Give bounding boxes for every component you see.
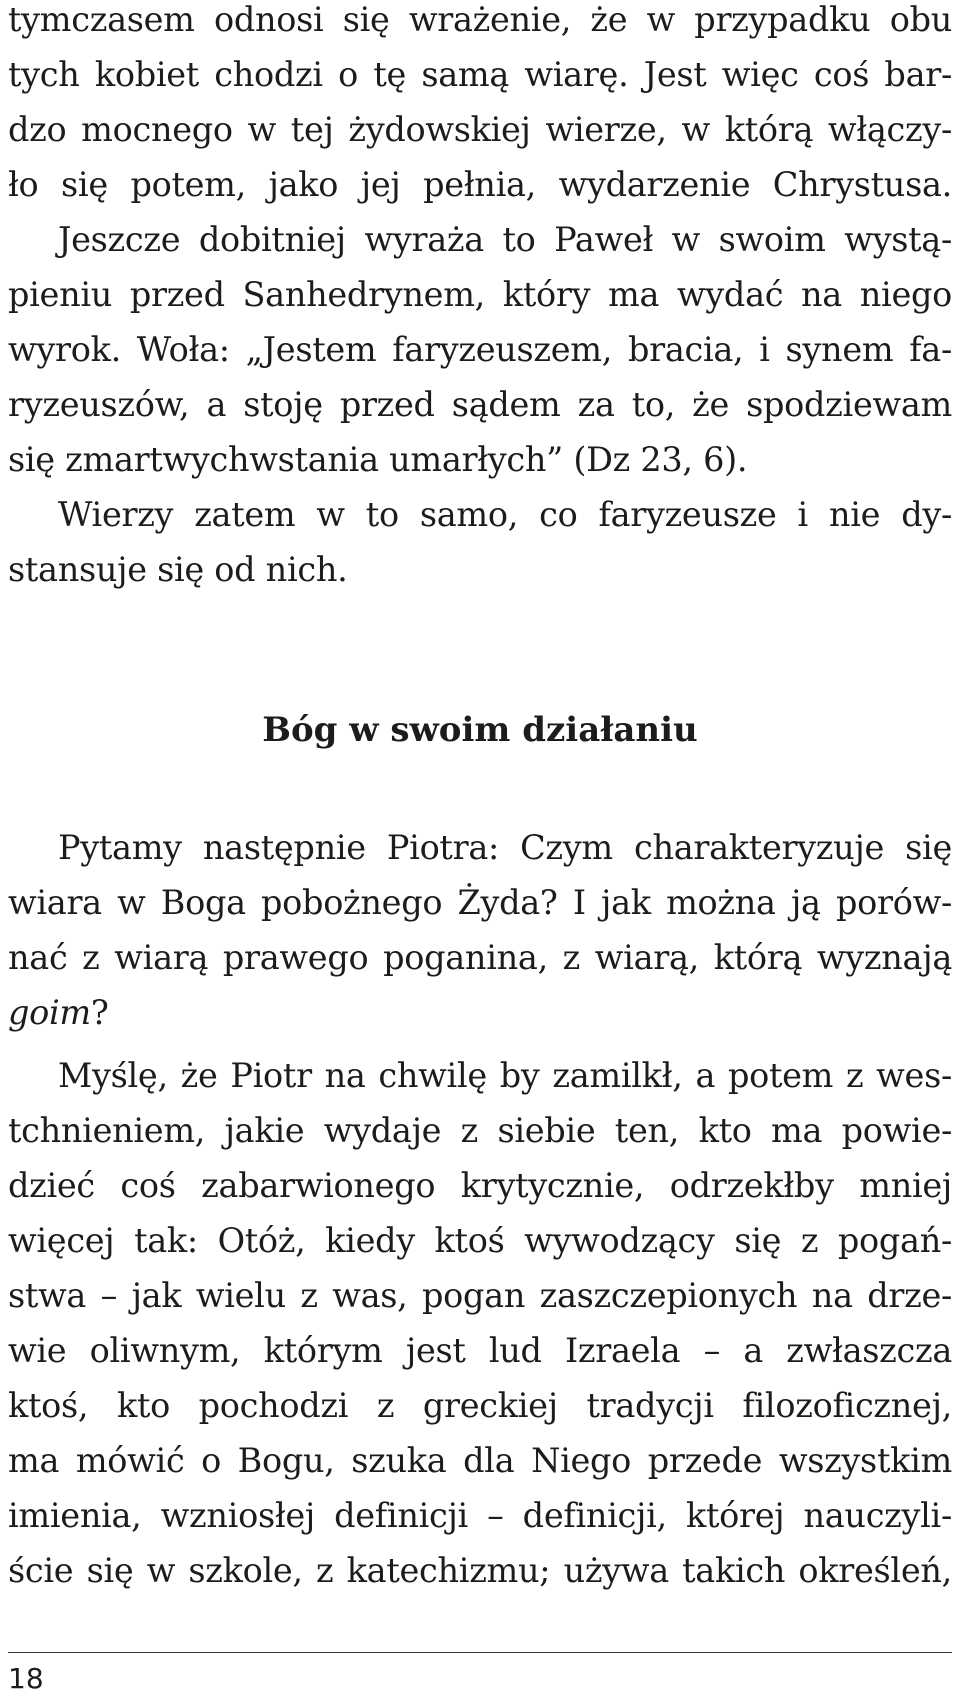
footer-rule	[8, 1652, 952, 1653]
text-line: wyrok. Woła: „Jestem faryzeuszem, bracia, i synem fa-	[8, 330, 952, 369]
text-line: Pytamy następnie Piotra: Czym charakteryzuje się	[58, 828, 952, 867]
italic-word: goim	[8, 993, 91, 1032]
text-line: się zmartwychwstania umarłych” (Dz 23, 6).	[8, 440, 748, 479]
text-line: imienia, wzniosłej definicji – definicji, której nauczyli-	[8, 1496, 952, 1535]
paragraph-answer	[8, 1048, 952, 1598]
text-line: pieniu przed Sanhedrynem, który ma wydać na niego	[8, 275, 952, 314]
text-line: wie oliwnym, którym jest lud Izraela – a zwłaszcza	[8, 1331, 952, 1370]
text-line: Myślę, że Piotr na chwilę by zamilkł, a potem z wes-	[58, 1056, 952, 1095]
text-line	[8, 985, 952, 1040]
text-line: ma mówić o Bogu, szuka dla Niego przede wszystkim	[8, 1441, 952, 1480]
text-line: tchnieniem, jakie wydaje z siebie ten, kto ma powie-	[8, 1111, 952, 1150]
text-line: ryzeuszów, a stoję przed sądem za to, że spodziewam	[8, 385, 952, 424]
text-line: Jeszcze dobitniej wyraża to Paweł w swoim wystą-	[58, 220, 952, 259]
text-line: tych kobiet chodzi o tę samą wiarę. Jest więc coś bar-	[8, 55, 952, 94]
text-line: dzo mocnego w tej żydowskiej wierze, w którą włączy-	[8, 110, 952, 149]
text-line: Wierzy zatem w to samo, co faryzeusze i nie dy-	[58, 495, 952, 534]
question-mark: ?	[90, 993, 109, 1032]
text-line: więcej tak: Otóż, kiedy ktoś wywodzący się z pogań-	[8, 1221, 952, 1260]
text-line: ło się potem, jako jej pełnia, wydarzenie Chrystusa.	[8, 165, 952, 204]
text-line: stansuje się od nich.	[8, 550, 348, 589]
text-line: nać z wiarą prawego poganina, z wiarą, którą wyznają	[8, 938, 952, 977]
text-line: ktoś, kto pochodzi z greckiej tradycji filozoficznej,	[8, 1386, 952, 1425]
text-line: stwa – jak wielu z was, pogan zaszczepionych na drze-	[8, 1276, 952, 1315]
text-line: tymczasem odnosi się wrażenie, że w przypadku obu	[8, 0, 952, 39]
text-line: wiara w Boga pobożnego Żyda? I jak można ją porów-	[8, 883, 952, 922]
page-number: 18	[8, 1662, 44, 1695]
paragraph-continued	[8, 0, 952, 597]
section-heading: Bóg w swoim działaniu	[262, 710, 698, 750]
text-line: dzieć coś zabarwionego krytycznie, odrzekłby mniej	[8, 1166, 952, 1205]
text-line: ście się w szkole, z katechizmu; używa takich określeń,	[8, 1551, 952, 1590]
paragraph-question	[8, 820, 952, 1040]
